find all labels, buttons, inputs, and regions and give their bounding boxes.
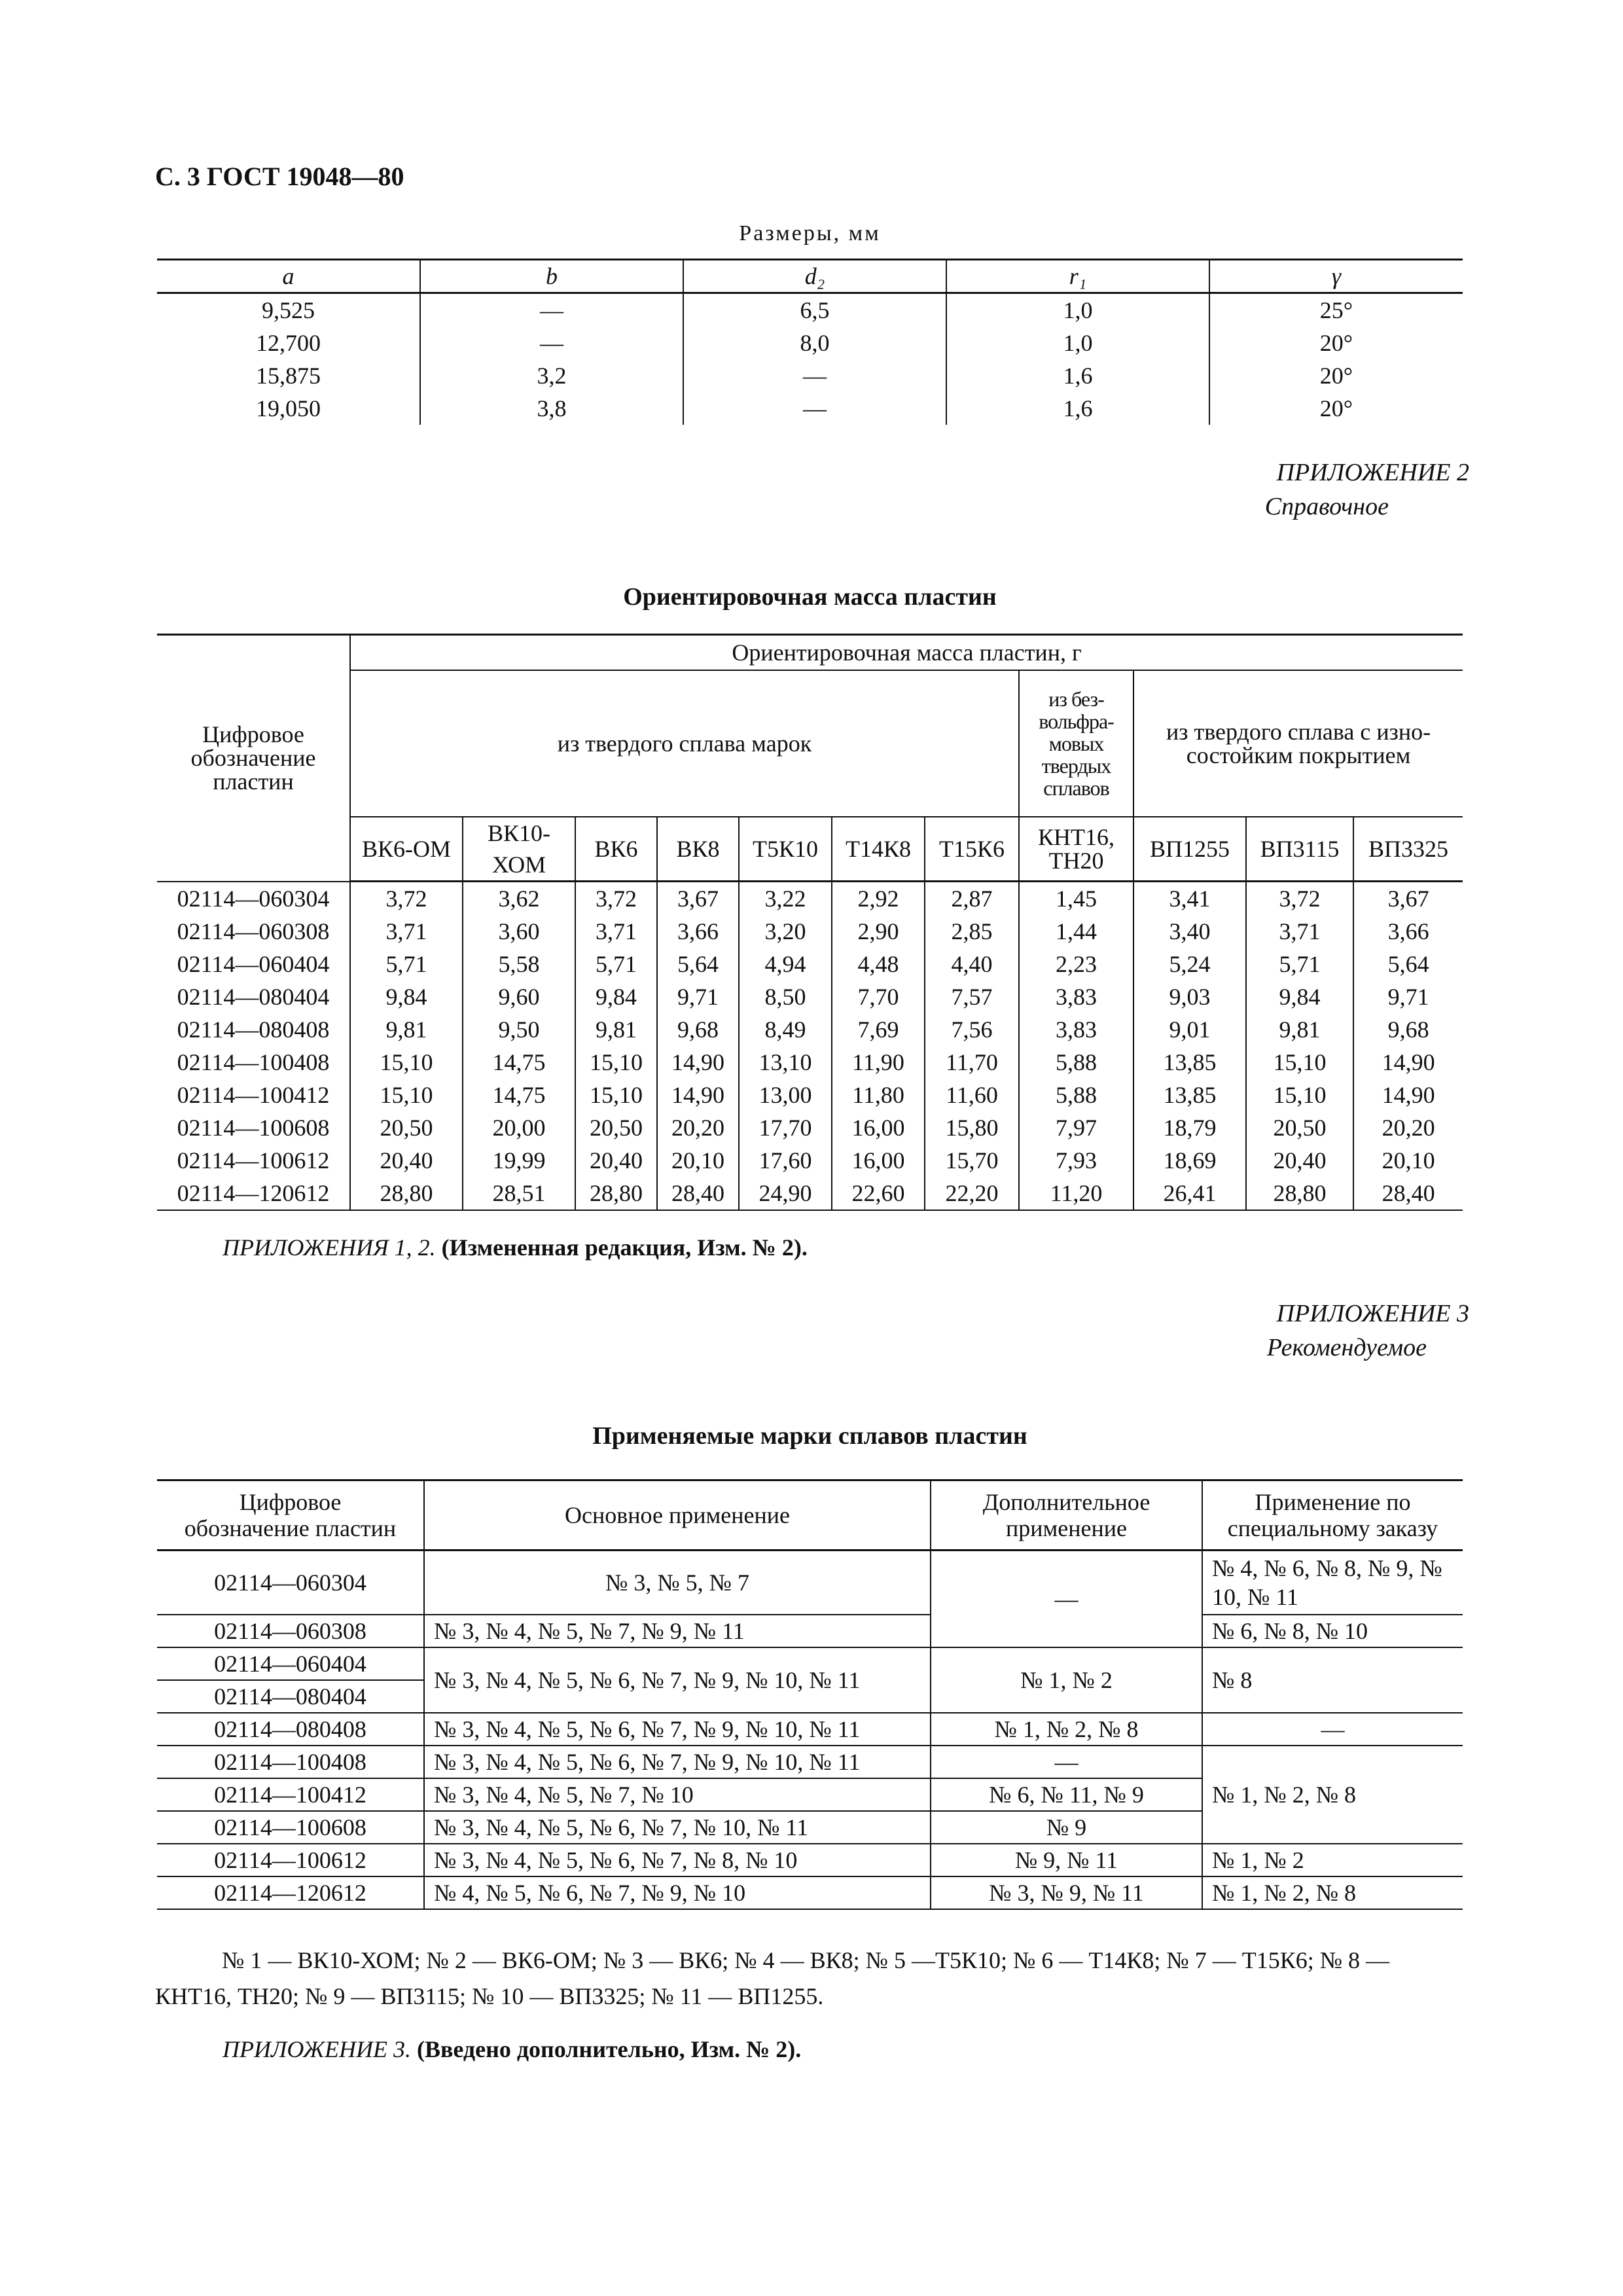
table-row — [157, 1111, 1463, 1144]
code-cell: 02114—060308 — [157, 1615, 424, 1647]
table-row — [157, 948, 1463, 980]
table-row — [157, 1144, 1463, 1177]
mass-cell: 14,90 — [1353, 1046, 1463, 1079]
table-cell: 6,5 — [683, 293, 946, 327]
appendix-3-sub: Рекомендуемое — [1266, 1334, 1427, 1361]
mass-cell: 20,40 — [575, 1144, 657, 1177]
code-cell: 02114—060404 — [157, 1647, 424, 1680]
appendix-2-title: Ориентировочная масса пластин — [623, 583, 997, 611]
spec-cell: № 1, № 2, № 8 — [1202, 1876, 1463, 1909]
col-header-r1: r₁ — [946, 260, 1209, 293]
mass-cell: 13,10 — [739, 1046, 832, 1079]
add-cell: № 6, № 11, № 9 — [931, 1778, 1202, 1811]
mass-cell: 15,80 — [925, 1111, 1019, 1144]
table-cell: 3,2 — [420, 359, 683, 392]
add-cell: № 9, № 11 — [931, 1844, 1202, 1876]
mass-cell: 5,58 — [463, 948, 575, 980]
code-cell: 02114—100412 — [157, 1778, 424, 1811]
mass-cell: 3,67 — [657, 882, 739, 916]
col-header-vp3325: ВП3325 — [1353, 817, 1463, 882]
appendix-2-label: ПРИЛОЖЕНИЕ 2 — [1276, 459, 1469, 486]
mass-cell: 22,20 — [925, 1177, 1019, 1210]
mass-cell: 8,49 — [739, 1013, 832, 1046]
mass-cell: 3,72 — [575, 882, 657, 916]
add-cell: — — [931, 1746, 1202, 1778]
mass-cell: 1,45 — [1019, 882, 1133, 916]
mass-cell: 3,60 — [463, 915, 575, 948]
table-row — [157, 1713, 1463, 1746]
mass-cell: 2,90 — [832, 915, 925, 948]
code-cell: 02114—100612 — [157, 1144, 350, 1177]
mass-cell: 7,56 — [925, 1013, 1019, 1046]
mass-cell: 3,41 — [1133, 882, 1246, 916]
col-header-knt16: КНТ16, ТН20 — [1019, 817, 1133, 882]
mass-table — [157, 634, 1463, 1211]
mass-cell: 2,85 — [925, 915, 1019, 948]
mass-cell: 9,60 — [463, 980, 575, 1013]
table-row — [157, 915, 1463, 948]
mass-cell: 14,90 — [657, 1079, 739, 1111]
table-cell: — — [683, 392, 946, 425]
mass-cell: 5,64 — [1353, 948, 1463, 980]
mass-cell: 9,84 — [1246, 980, 1353, 1013]
mass-cell: 11,20 — [1019, 1177, 1133, 1210]
table-cell: 15,875 — [256, 363, 321, 389]
mass-cell: 9,84 — [575, 980, 657, 1013]
mass-cell: 20,10 — [1353, 1144, 1463, 1177]
table-cell: 1,0 — [946, 327, 1209, 359]
mass-cell: 11,60 — [925, 1079, 1019, 1111]
table-row — [157, 327, 1463, 359]
mass-cell: 15,10 — [1246, 1079, 1353, 1111]
col-header-b: b — [420, 260, 683, 293]
mass-cell: 16,00 — [832, 1111, 925, 1144]
mass-cell: 3,66 — [1353, 915, 1463, 948]
mass-cell: 2,23 — [1019, 948, 1133, 980]
mass-cell: 26,41 — [1133, 1177, 1246, 1210]
table-cell: — — [420, 327, 683, 359]
mass-cell: 3,83 — [1019, 980, 1133, 1013]
main-cell: № 3, № 4, № 5, № 6, № 7, № 9, № 10, № 11 — [424, 1713, 931, 1746]
mass-cell: 13,85 — [1133, 1046, 1246, 1079]
mass-cell: 5,64 — [657, 948, 739, 980]
note-italic: ПРИЛОЖЕНИЯ 1, 2. — [223, 1234, 436, 1261]
mass-cell: 3,20 — [739, 915, 832, 948]
mass-cell: 28,80 — [575, 1177, 657, 1210]
code-cell: 02114—060304 — [157, 1551, 424, 1615]
table-cell: 1,6 — [946, 392, 1209, 425]
mass-cell: 9,71 — [657, 980, 739, 1013]
mass-cell: 13,85 — [1133, 1079, 1246, 1111]
table-cell: 20° — [1209, 392, 1463, 425]
main-cell: № 3, № 4, № 5, № 6, № 7, № 8, № 10 — [424, 1844, 931, 1876]
mass-cell: 14,90 — [1353, 1079, 1463, 1111]
table-row — [157, 1177, 1463, 1210]
col-header-code: Цифровое обозначение пластин — [157, 635, 350, 882]
table-cell: — — [420, 293, 683, 327]
code-cell: 02114—080404 — [157, 980, 350, 1013]
note-appendix-3 — [223, 2036, 801, 2063]
mass-cell: 7,57 — [925, 980, 1019, 1013]
mass-cell: 15,10 — [350, 1046, 463, 1079]
table-row — [157, 1551, 1463, 1615]
add-cell: — — [931, 1551, 1202, 1648]
mass-cell: 20,50 — [575, 1111, 657, 1144]
col-header-special-order: Применение по специальному заказу — [1202, 1480, 1463, 1551]
add-cell: № 9 — [931, 1811, 1202, 1844]
table-row — [157, 1876, 1463, 1909]
spec-cell: № 8 — [1202, 1647, 1463, 1713]
mass-cell: 3,72 — [1246, 882, 1353, 916]
table-cell: 1,0 — [946, 293, 1209, 327]
note-bold: (Измененная редакция, Изм. № 2). — [441, 1234, 808, 1261]
mass-cell: 28,80 — [1246, 1177, 1353, 1210]
code-cell: 02114—100412 — [157, 1079, 350, 1111]
table-row — [157, 1844, 1463, 1876]
mass-cell: 22,60 — [832, 1177, 925, 1210]
table-cell: 12,700 — [256, 330, 321, 356]
spec-cell: — — [1202, 1713, 1463, 1746]
main-cell: № 3, № 4, № 5, № 7, № 9, № 11 — [424, 1615, 931, 1647]
mass-cell: 7,69 — [832, 1013, 925, 1046]
spec-cell: № 4, № 6, № 8, № 9, № 10, № 11 — [1202, 1551, 1463, 1615]
col-header-t5k10: Т5К10 — [739, 817, 832, 882]
mass-cell: 3,83 — [1019, 1013, 1133, 1046]
col-header-coated: из твердого сплава с изно-состойким покрытием — [1133, 670, 1463, 817]
col-header-vk6-om: ВК6-ОМ — [350, 817, 463, 882]
mass-cell: 15,10 — [350, 1079, 463, 1111]
mass-cell: 14,90 — [657, 1046, 739, 1079]
mass-cell: 28,80 — [350, 1177, 463, 1210]
mass-cell: 15,10 — [1246, 1046, 1353, 1079]
mass-cell: 7,97 — [1019, 1111, 1133, 1144]
mass-cell: 11,80 — [832, 1079, 925, 1111]
col-header-vp3115: ВП3115 — [1246, 817, 1353, 882]
mass-cell: 4,94 — [739, 948, 832, 980]
col-header-gamma: γ — [1209, 260, 1463, 293]
col-header-mass: Ориентировочная масса пластин, г — [350, 635, 1463, 671]
mass-cell: 19,99 — [463, 1144, 575, 1177]
col-header-main-use: Основное применение — [424, 1480, 931, 1551]
col-header-vk6: ВК6 — [575, 817, 657, 882]
mass-cell: 9,03 — [1133, 980, 1246, 1013]
main-cell: № 3, № 4, № 5, № 6, № 7, № 9, № 10, № 11 — [424, 1647, 931, 1713]
mass-cell: 20,50 — [1246, 1111, 1353, 1144]
mass-cell: 28,40 — [657, 1177, 739, 1210]
mass-cell: 3,72 — [350, 882, 463, 916]
col-header-vp1255: ВП1255 — [1133, 817, 1246, 882]
mass-cell: 9,01 — [1133, 1013, 1246, 1046]
main-cell: № 3, № 4, № 5, № 6, № 7, № 9, № 10, № 11 — [424, 1746, 931, 1778]
table-row — [157, 359, 1463, 392]
table-cell: 20° — [1209, 327, 1463, 359]
col-header-tungsten-free: из без-вольфра-мовых твердых сплавов — [1019, 670, 1133, 817]
spec-cell: № 1, № 2 — [1202, 1844, 1463, 1876]
mass-cell: 18,69 — [1133, 1144, 1246, 1177]
spec-cell: № 6, № 8, № 10 — [1202, 1615, 1463, 1647]
mass-cell: 16,00 — [832, 1144, 925, 1177]
mass-cell: 20,10 — [657, 1144, 739, 1177]
mass-cell: 11,70 — [925, 1046, 1019, 1079]
col-header-d2: d₂ — [683, 260, 946, 293]
mass-cell: 8,50 — [739, 980, 832, 1013]
mass-cell: 4,48 — [832, 948, 925, 980]
mass-cell: 5,71 — [350, 948, 463, 980]
mass-cell: 20,20 — [1353, 1111, 1463, 1144]
code-cell: 02114—060308 — [157, 915, 350, 948]
mass-cell: 3,40 — [1133, 915, 1246, 948]
mass-cell: 20,20 — [657, 1111, 739, 1144]
mass-cell: 28,40 — [1353, 1177, 1463, 1210]
table-row — [157, 1046, 1463, 1079]
mass-cell: 4,40 — [925, 948, 1019, 980]
table-cell: 19,050 — [256, 395, 321, 422]
spec-cell: № 1, № 2, № 8 — [1202, 1746, 1463, 1844]
note-appendix-1-2 — [223, 1234, 808, 1261]
mass-cell: 5,24 — [1133, 948, 1246, 980]
mass-cell: 3,71 — [350, 915, 463, 948]
table-row — [157, 293, 1463, 327]
alloy-legend: № 1 — ВК10-ХОМ; № 2 — ВК6-ОМ; № 3 — ВК6; № 4 — ВК8; № 5 —Т5К10; № 6 — Т14К8; № 7 — Т15К6; № 8 — КНТ16, ТН20; № 9 — ВП3115; № 10 — ВП3325; № 11 — ВП1255. — [155, 1947, 1390, 2009]
main-cell: № 4, № 5, № 6, № 7, № 9, № 10 — [424, 1876, 931, 1909]
mass-cell: 20,00 — [463, 1111, 575, 1144]
note-bold: (Введено дополнительно, Изм. № 2). — [416, 2036, 802, 2062]
mass-cell: 9,81 — [1246, 1013, 1353, 1046]
mass-cell: 3,22 — [739, 882, 832, 916]
mass-cell: 9,68 — [657, 1013, 739, 1046]
table-row — [157, 1647, 1463, 1680]
mass-cell: 5,88 — [1019, 1079, 1133, 1111]
add-cell: № 1, № 2, № 8 — [931, 1713, 1202, 1746]
code-cell: 02114—100612 — [157, 1844, 424, 1876]
mass-cell: 3,62 — [463, 882, 575, 916]
mass-cell: 17,60 — [739, 1144, 832, 1177]
table-cell: 25° — [1209, 293, 1463, 327]
mass-cell: 9,81 — [350, 1013, 463, 1046]
mass-cell: 5,88 — [1019, 1046, 1133, 1079]
code-cell: 02114—100408 — [157, 1046, 350, 1079]
table-row — [157, 1615, 1463, 1647]
col-header-vk10-khom: ВК10-ХОМ — [463, 817, 575, 882]
mass-cell: 9,68 — [1353, 1013, 1463, 1046]
table-cell: 3,8 — [420, 392, 683, 425]
table-row — [157, 392, 1463, 425]
table-cell: — — [683, 359, 946, 392]
code-cell: 02114—100608 — [157, 1111, 350, 1144]
code-cell: 02114—080408 — [157, 1013, 350, 1046]
mass-cell: 15,70 — [925, 1144, 1019, 1177]
table-row — [157, 882, 1463, 916]
mass-cell: 15,10 — [575, 1046, 657, 1079]
mass-cell: 20,40 — [1246, 1144, 1353, 1177]
mass-cell: 9,81 — [575, 1013, 657, 1046]
mass-cell: 7,70 — [832, 980, 925, 1013]
table-cell: 8,0 — [683, 327, 946, 359]
main-cell: № 3, № 4, № 5, № 6, № 7, № 10, № 11 — [424, 1811, 931, 1844]
mass-cell: 17,70 — [739, 1111, 832, 1144]
code-cell: 02114—080408 — [157, 1713, 424, 1746]
mass-cell: 20,50 — [350, 1111, 463, 1144]
col-header-vk8: ВК8 — [657, 817, 739, 882]
mass-cell: 2,87 — [925, 882, 1019, 916]
mass-cell: 1,44 — [1019, 915, 1133, 948]
code-cell: 02114—060404 — [157, 948, 350, 980]
code-cell: 02114—080404 — [157, 1680, 424, 1713]
mass-cell: 9,50 — [463, 1013, 575, 1046]
add-cell: № 1, № 2 — [931, 1647, 1202, 1713]
mass-cell: 15,10 — [575, 1079, 657, 1111]
appendix-3-title: Применяемые марки сплавов пластин — [592, 1422, 1027, 1450]
mass-cell: 5,71 — [1246, 948, 1353, 980]
table1-caption: Размеры, мм — [739, 221, 881, 245]
mass-cell: 3,71 — [1246, 915, 1353, 948]
dimensions-table — [157, 259, 1463, 425]
mass-cell: 14,75 — [463, 1046, 575, 1079]
note-italic: ПРИЛОЖЕНИЕ 3. — [223, 2036, 411, 2062]
add-cell: № 3, № 9, № 11 — [931, 1876, 1202, 1909]
mass-cell: 13,00 — [739, 1079, 832, 1111]
mass-cell: 9,71 — [1353, 980, 1463, 1013]
mass-cell: 24,90 — [739, 1177, 832, 1210]
table-row — [157, 1079, 1463, 1111]
appendix-2-sub: Справочное — [1264, 493, 1389, 520]
code-cell: 02114—060304 — [157, 882, 350, 916]
code-cell: 02114—100608 — [157, 1811, 424, 1844]
mass-cell: 11,90 — [832, 1046, 925, 1079]
mass-cell: 5,71 — [575, 948, 657, 980]
mass-cell: 3,66 — [657, 915, 739, 948]
col-header-additional-use: Дополнительное применение — [931, 1480, 1202, 1551]
mass-cell: 28,51 — [463, 1177, 575, 1210]
mass-cell: 9,84 — [350, 980, 463, 1013]
col-header-hard-alloy: из твердого сплава марок — [350, 670, 1019, 817]
alloys-table — [157, 1479, 1463, 1910]
appendix-3-label: ПРИЛОЖЕНИЕ 3 — [1276, 1300, 1469, 1327]
page-header: С. 3 ГОСТ 19048—80 — [155, 162, 404, 191]
main-cell: № 3, № 5, № 7 — [424, 1551, 931, 1615]
table-cell: 20° — [1209, 359, 1463, 392]
code-cell: 02114—120612 — [157, 1876, 424, 1909]
table-row — [157, 980, 1463, 1013]
table-row — [157, 1013, 1463, 1046]
col-header-a: a — [157, 260, 420, 293]
mass-cell: 18,79 — [1133, 1111, 1246, 1144]
col-header-t14k8: Т14К8 — [832, 817, 925, 882]
mass-cell: 3,67 — [1353, 882, 1463, 916]
mass-cell: 14,75 — [463, 1079, 575, 1111]
code-cell: 02114—120612 — [157, 1177, 350, 1210]
mass-cell: 2,92 — [832, 882, 925, 916]
table-cell: 9,525 — [262, 297, 315, 323]
main-cell: № 3, № 4, № 5, № 7, № 10 — [424, 1778, 931, 1811]
code-cell: 02114—100408 — [157, 1746, 424, 1778]
table-cell: 1,6 — [946, 359, 1209, 392]
mass-cell: 20,40 — [350, 1144, 463, 1177]
col-header-t15k6: Т15К6 — [925, 817, 1019, 882]
table-row — [157, 1746, 1463, 1778]
mass-cell: 7,93 — [1019, 1144, 1133, 1177]
col-header-code: Цифровое обозначение пластин — [157, 1480, 424, 1551]
mass-cell: 3,71 — [575, 915, 657, 948]
